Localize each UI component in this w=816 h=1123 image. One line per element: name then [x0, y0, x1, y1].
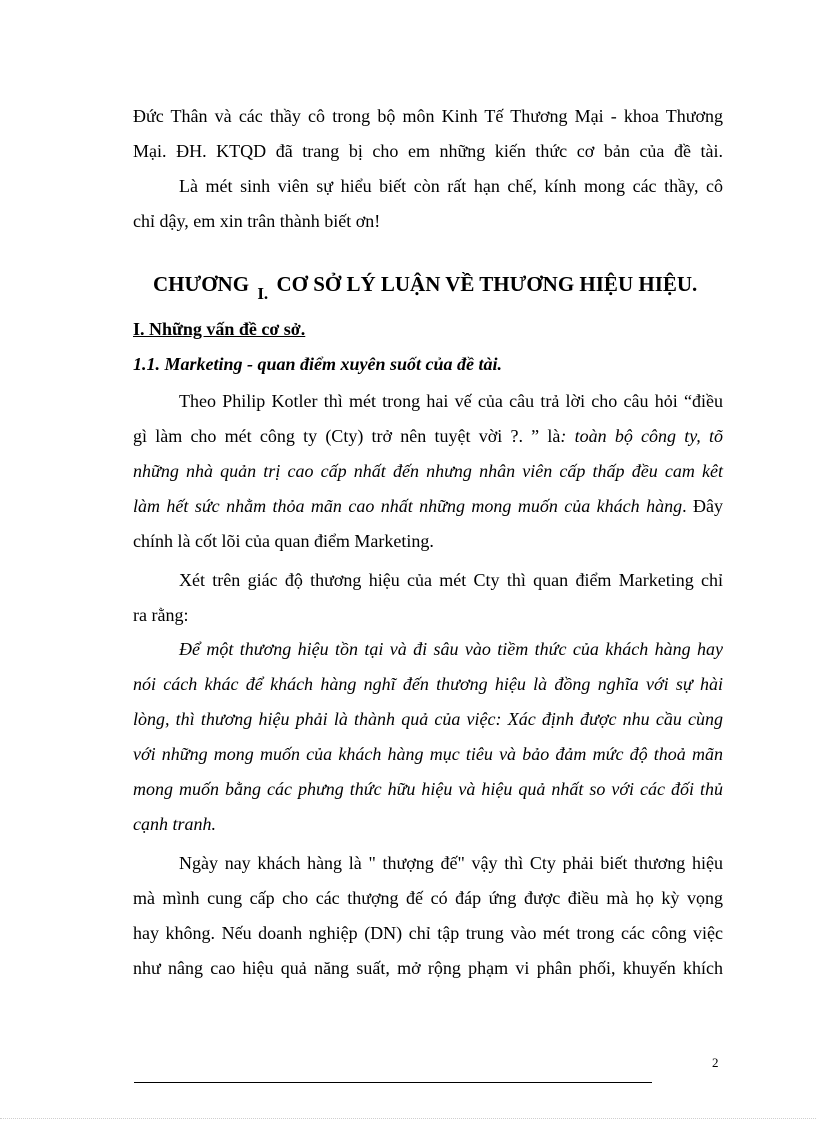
page-number: 2: [712, 1055, 719, 1070]
text-line: Để một thương hiệu tồn tại và đi sâu vào tiềm thức của khách hàng hay: [179, 639, 723, 659]
chapter-title: [153, 270, 698, 303]
text-line: Theo Philip Kotler thì mét trong hai vế của câu trả lời cho câu hỏi “điều: [179, 391, 723, 411]
chapter-number: I.: [257, 284, 269, 303]
text-span: gì làm cho mét công ty (Cty) trở nên tuyệt vời ?. ” là: [133, 426, 561, 446]
text-line: mà mình cung cấp cho các thượng đế có đáp ứng được điều mà họ kỳ vọng: [133, 888, 723, 908]
section-heading: I. Những vấn đề cơ sở.: [133, 319, 306, 339]
text-line: chính là cốt lõi của quan điểm Marketing.: [133, 531, 434, 551]
text-line: Mại. ĐH. KTQD đã trang bị cho em những kiến thức cơ bản của đề tài.: [133, 141, 723, 161]
text-line: chỉ dậy, em xin trân thành biết ơn!: [133, 211, 381, 231]
text-line: như nâng cao hiệu quả năng suất, mở rộng phạm vi phân phối, khuyến khích: [133, 958, 723, 978]
text-line: Xét trên giác độ thương hiệu của mét Cty thì quan điểm Marketing chỉ: [179, 570, 723, 590]
text-span: . Đây: [682, 496, 723, 516]
text-line: lòng, thì thương hiệu phải là thành quả của việc: Xác định được nhu cầu cùng: [133, 709, 723, 729]
text-line: [133, 494, 723, 518]
page-edge-divider: [0, 1118, 816, 1119]
text-line: [133, 424, 723, 448]
text-line: Là mét sinh viên sự hiểu biết còn rất hạn chế, kính mong các thầy, cô: [179, 176, 723, 196]
chapter-prefix: CHƯƠNG: [153, 272, 250, 296]
text-span-italic: : toàn bộ công ty, tõ: [560, 426, 723, 446]
text-span-italic: làm hết sức nhằm thỏa mãn cao nhất những mong muốn của khách hàng: [133, 496, 683, 516]
text-line: hay không. Nếu doanh nghiệp (DN) chỉ tập trung vào mét trong các công việc: [133, 923, 723, 943]
subsection-heading: 1.1. Marketing - quan điểm xuyên suốt của đề tài.: [133, 354, 503, 374]
chapter-heading: CƠ SỞ LÝ LUẬN VỀ THƯƠNG HIỆU HIỆU.: [276, 272, 698, 296]
text-line: với những mong muốn của khách hàng mục tiêu và bảo đảm mức độ thoả mãn: [133, 744, 723, 764]
footer-divider: [134, 1082, 652, 1083]
text-line: mong muốn bằng các phưng thức hữu hiệu và hiệu quả nhất so với các đối thủ: [133, 779, 723, 799]
text-line: ra rằng:: [133, 605, 189, 625]
text-line: cạnh tranh.: [133, 814, 216, 834]
text-line: nói cách khác để khách hàng nghĩ đến thương hiệu là đồng nghĩa với sự hài: [133, 674, 723, 694]
text-line: những nhà quản trị cao cấp nhất đến nhưng nhân viên cấp thấp đều cam kêt: [133, 461, 723, 481]
text-line: Đức Thân và các thầy cô trong bộ môn Kinh Tế Thương Mại - khoa Thương: [133, 106, 723, 126]
text-line: Ngày nay khách hàng là " thượng đế" vậy thì Cty phải biết thương hiệu: [179, 853, 723, 873]
